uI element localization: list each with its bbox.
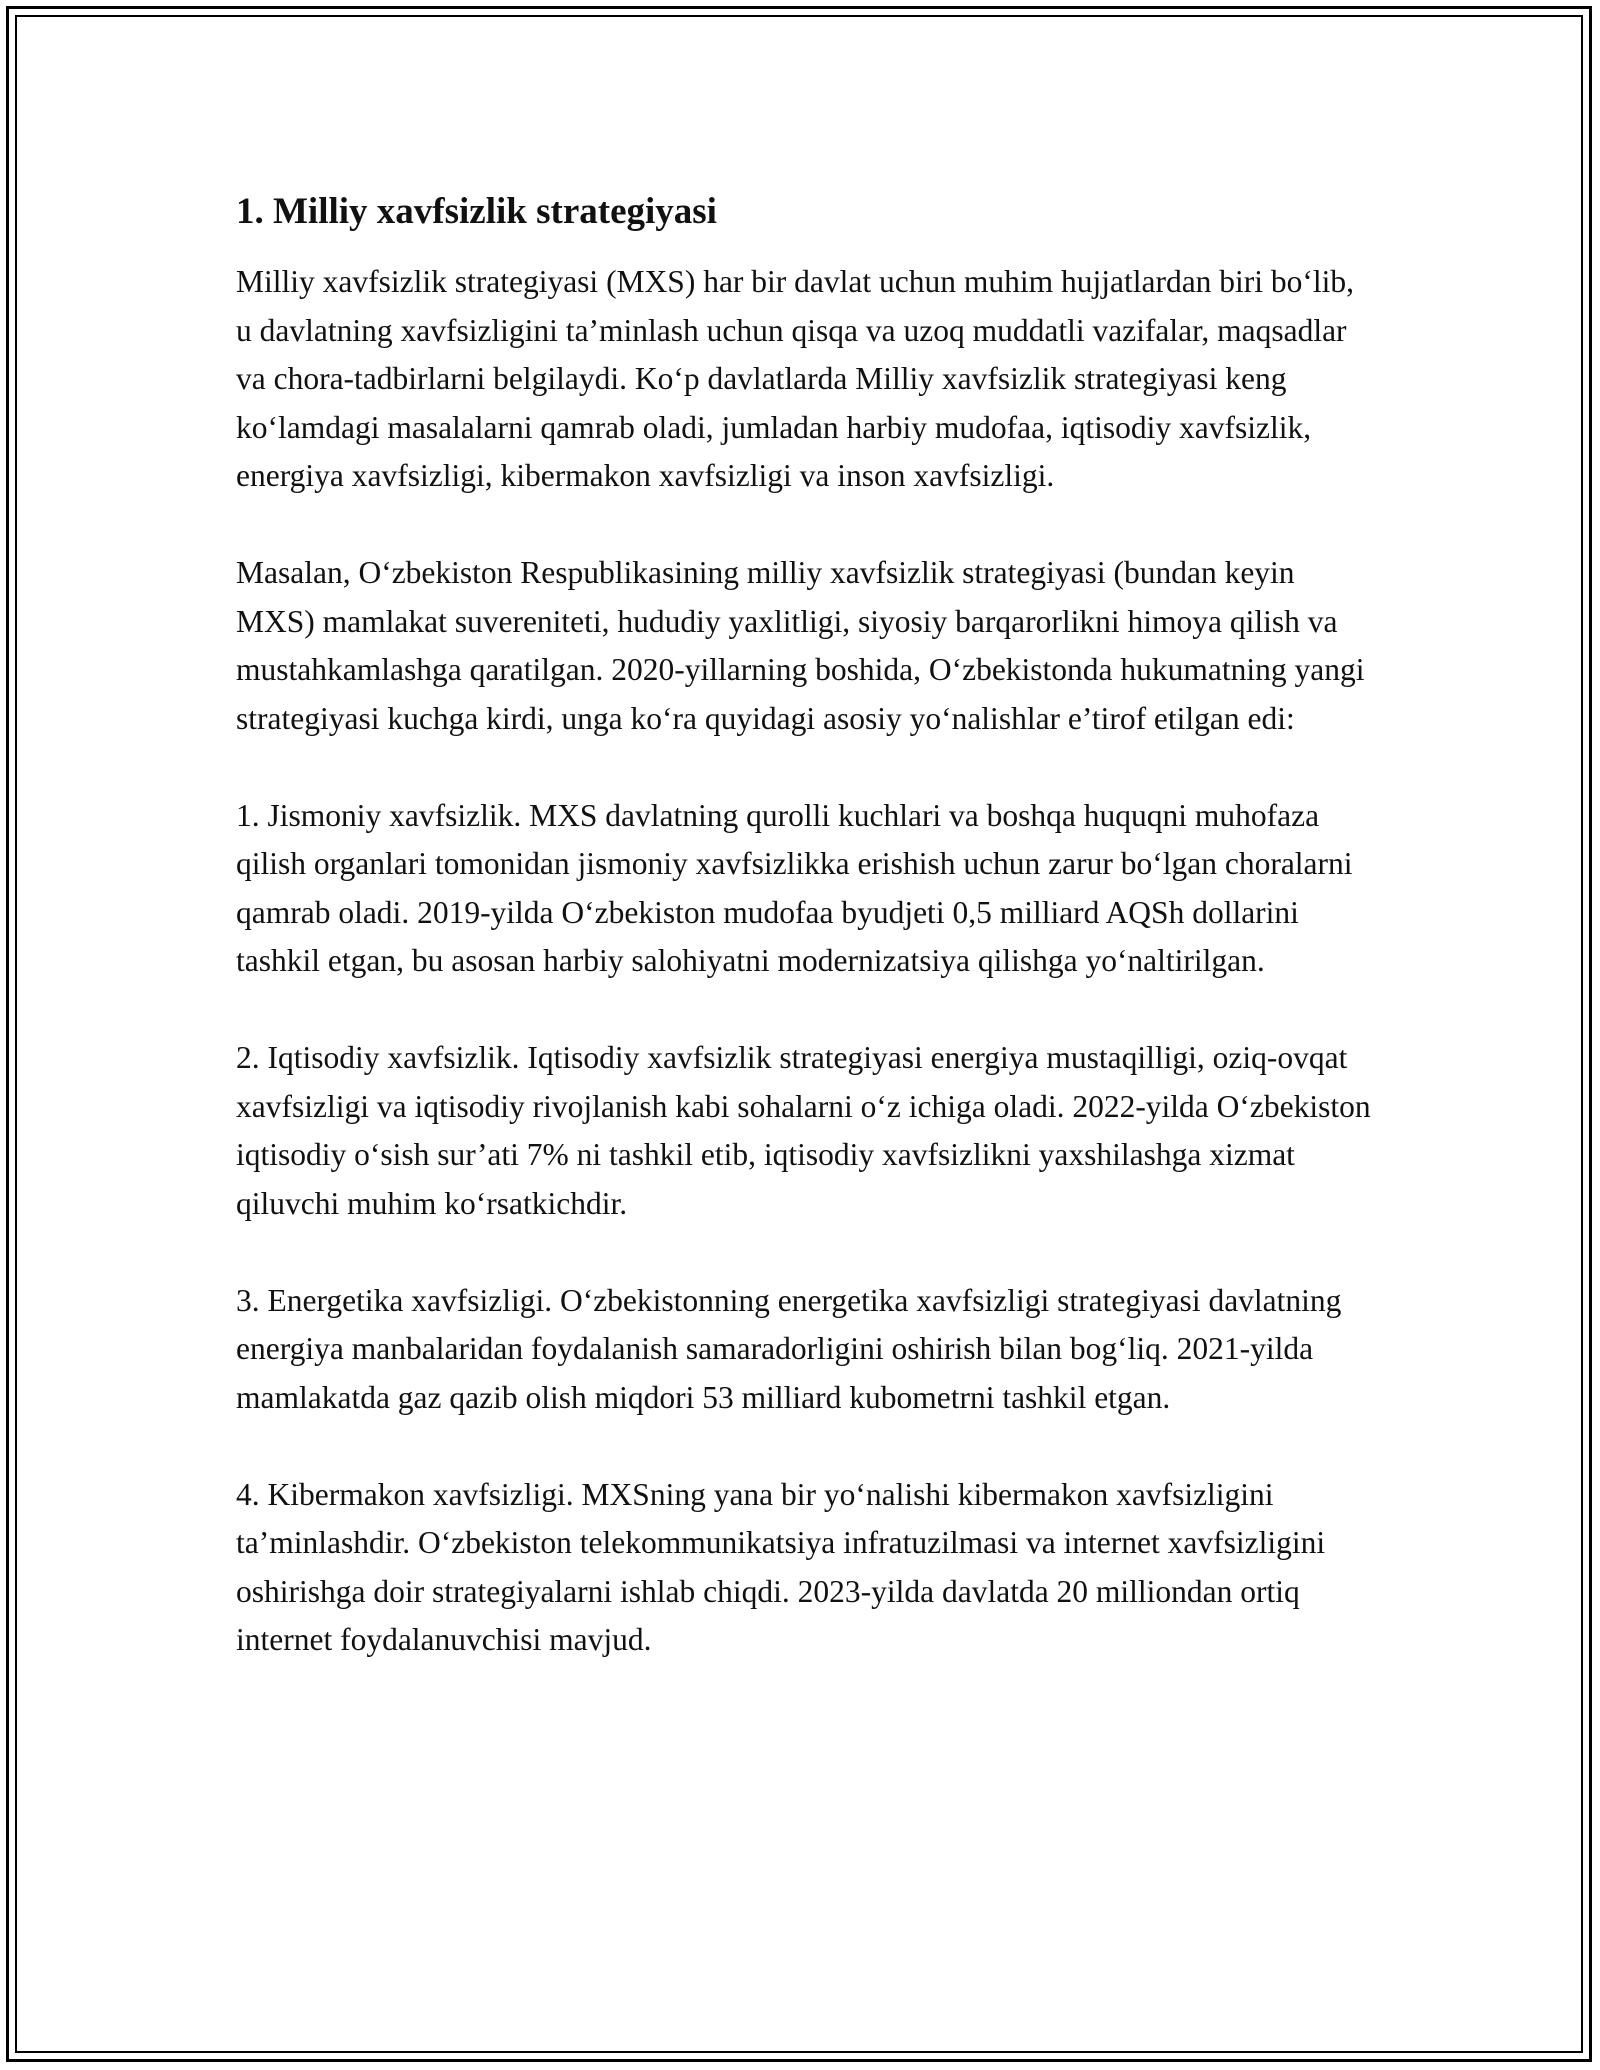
paragraph-physical-security: 1. Jismoniy xavfsizlik. MXS davlatning qurolli kuchlari va boshqa huquqni muhofaza qilish organlari tomonidan jismoniy xavfsizlikka erishish uchun zarur bo‘lgan choralarni qamrab oladi. 2019-yilda O‘zbekiston mudofaa byudjeti 0,5 milliard AQSh dollarini tashkil etgan, bu asosan harbiy salohiyatni modernizatsiya qilishga yo‘naltirilgan. — [236, 797, 1353, 978]
paragraph-energy-security: 3. Energetika xavfsizligi. O‘zbekistonning energetika xavfsizligi strategiyasi davlatning energiya manbalaridan foydalanish samaradorligini oshirish bilan bog‘liq. 2021-yilda mamlakatda gaz qazib olish miqdori 53 milliard kubometrni tashkil etgan. — [236, 1282, 1342, 1415]
paragraph-intro: Milliy xavfsizlik strategiyasi (MXS) har bir davlat uchun muhim hujjatlardan biri bo‘lib, u davlatning xavfsizligini ta’minlash uchun qisqa va uzoq muddatli vazifalar, maqsadlar va chora-tadbirlarni belgilaydi. Ko‘p davlatlarda Milliy xavfsizlik strategiyasi keng ko‘lamdagi masalalarni qamrab oladi, jumladan harbiy mudofaa, iqtisodiy xavfsizlik, energiya xavfsizligi, kibermakon xavfsizligi va inson xavfsizligi. — [236, 264, 1355, 493]
section-title: 1. Milliy xavfsizlik strategiyasi — [236, 191, 717, 232]
document-body — [236, 188, 1376, 1713]
paragraph-economic-security: 2. Iqtisodiy xavfsizlik. Iqtisodiy xavfsizlik strategiyasi energiya mustaqilligi, oziq-ovqat xavfsizligi va iqtisodiy rivojlanish kabi sohalarni o‘z ichiga oladi. 2022-yilda O‘zbekiston iqtisodiy o‘sish sur’ati 7% ni tashkil etib, iqtisodiy xavfsizlikni yaxshilashga xizmat qiluvchi muhim ko‘rsatkichdir. — [236, 1040, 1371, 1221]
paragraph-cyber-security: 4. Kibermakon xavfsizligi. MXSning yana bir yo‘nalishi kibermakon xavfsizligini ta’minlashdir. O‘zbekiston telekommunikatsiya infratuzilmasi va internet xavfsizligini oshirishga doir strategiyalarni ishlab chiqdi. 2023-yilda davlatda 20 milliondan ortiq internet foydalanuvchisi mavjud. — [236, 1476, 1326, 1657]
paragraph-example: Masalan, O‘zbekiston Respublikasining milliy xavfsizlik strategiyasi (bundan keyin MXS) mamlakat suvereniteti, hududiy yaxlitligi, siyosiy barqarorlikni himoya qilish va mustahkamlashga qaratilgan. 2020-yillarning boshida, O‘zbekistonda hukumatning yangi strategiyasi kuchga kirdi, unga ko‘ra quyidagi asosiy yo‘nalishlar e’tirof etilgan edi: — [236, 555, 1365, 736]
